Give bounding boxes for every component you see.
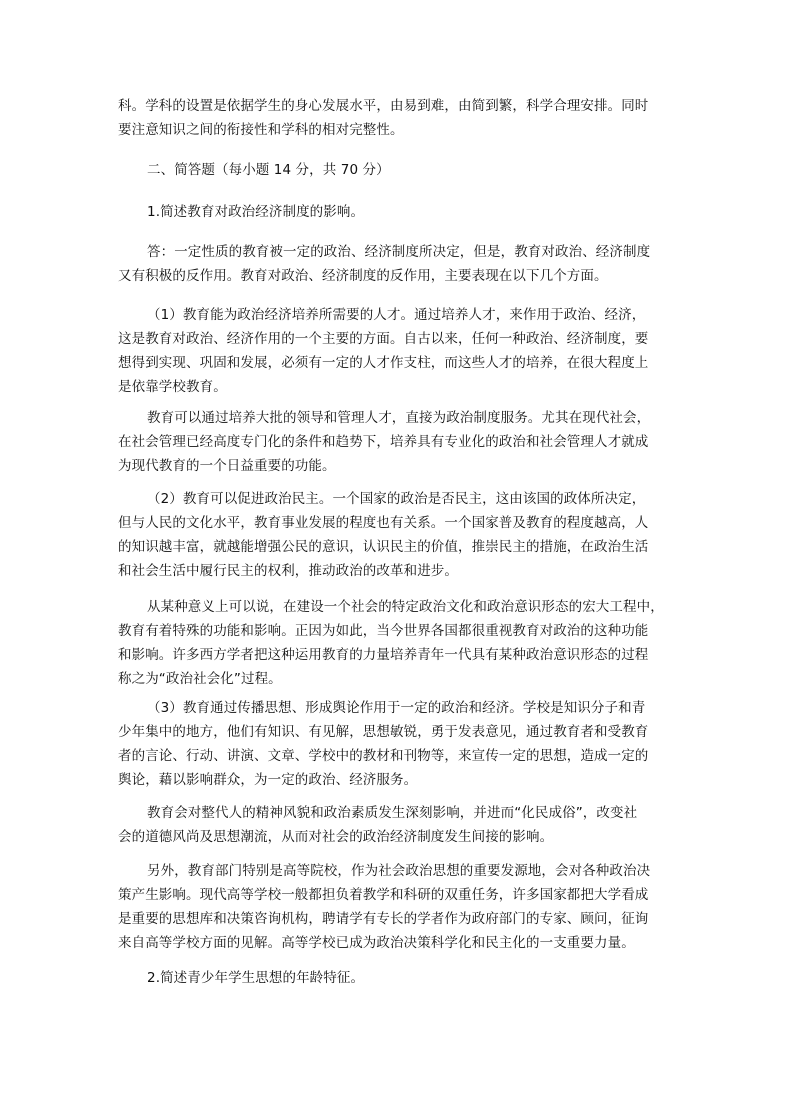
- text-line: 答：一定性质的教育被一定的政治、经济制度所决定，但是，教育对政治、经济制度: [147, 244, 651, 260]
- text-line: 少年集中的地方，他们有知识、有见解，思想敏锐，勇于发表意见，通过教育者和受教育: [118, 724, 649, 740]
- text-line: （1）教育能为政治经济培养所需要的人才。通过培养人才，来作用于政治、经济，: [147, 307, 646, 323]
- text-line: 是重要的思想库和决策咨询机构，聘请学有专长的学者作为政府部门的专家、顾问，征询: [118, 911, 649, 927]
- text-line: 在社会管理已经高度专门化的条件和趋势下，培养具有专业化的政治和社会管理人才就成: [118, 434, 649, 450]
- text-line: 想得到实现、巩固和发展，必须有一定的人才作支柱，而这些人才的培养，在很大程度上: [118, 355, 649, 371]
- point-1-supplement-paragraph: [118, 406, 678, 478]
- text-line: 这是教育对政治、经济作用的一个主要的方面。自古以来，任何一种政治、经济制度，要: [118, 331, 649, 347]
- point-2-supplement-paragraph: [118, 595, 678, 691]
- text-line: 是依靠学校教育。: [118, 379, 227, 395]
- text-line: 会的道德风尚及思想潮流，从而对社会的政治经济制度发生间接的影响。: [118, 829, 554, 845]
- text-line: 科。学科的设置是依据学生的身心发展水平，由易到难，由简到繁，科学合理安排。同时: [118, 98, 649, 114]
- section-heading: [118, 158, 678, 182]
- text-line: 教育会对整代人的精神风貌和政治素质发生深刻影响，并进而“化民成俗”，改变社: [147, 805, 638, 821]
- point-2-paragraph: [118, 487, 678, 583]
- text-line: （2）教育可以促进政治民主。一个国家的政治是否民主，这由该国的政体所决定，: [147, 491, 646, 507]
- point-3-supplement-paragraph: [118, 801, 678, 849]
- text-line: 来自高等学校方面的见解。高等学校已成为政治决策科学化和民主化的一支重要力量。: [118, 935, 635, 951]
- text-line: 2.简述青少年学生思想的年龄特征。: [147, 970, 365, 986]
- text-line: 称之为“政治社会化”过程。: [118, 671, 282, 687]
- higher-education-paragraph: [118, 859, 678, 955]
- text-line: 策产生影响。现代高等学校一般都担负着教学和科研的双重任务，许多国家都把大学看成: [118, 887, 649, 903]
- question-2-title: [118, 966, 678, 990]
- text-line: 二、简答题（每小题 14 分，共 70 分）: [147, 162, 390, 178]
- text-line: 为现代教育的一个日益重要的功能。: [118, 458, 336, 474]
- text-line: 从某种意义上可以说，在建设一个社会的特定政治文化和政治意识形态的宏大工程中，: [147, 599, 664, 615]
- text-line: 和社会生活中履行民主的权利，推动政治的改革和进步。: [118, 563, 458, 579]
- text-line: 1.简述教育对政治经济制度的影响。: [147, 204, 365, 220]
- text-line: 舆论，藉以影响群众，为一定的政治、经济服务。: [118, 772, 418, 788]
- answer-intro-paragraph: [118, 240, 678, 288]
- text-line: 者的言论、行动、讲演、文章、学校中的教材和刊物等，来宣传一定的思想，造成一定的: [118, 748, 649, 764]
- question-1-title: [118, 200, 678, 224]
- text-line: 教育可以通过培养大批的领导和管理人才，直接为政治制度服务。尤其在现代社会，: [147, 410, 651, 426]
- text-line: 另外，教育部门特别是高等院校，作为社会政治思想的重要发源地，会对各种政治决: [147, 863, 651, 879]
- text-line: 教育有着特殊的功能和影响。正因为如此，当今世界各国都很重视教育对政治的这种功能: [118, 623, 649, 639]
- continuation-paragraph: [118, 94, 678, 142]
- text-line: 但与人民的文化水平，教育事业发展的程度也有关系。一个国家普及教育的程度越高，人: [118, 515, 649, 531]
- text-line: 和影响。许多西方学者把这种运用教育的力量培养青年一代具有某种政治意识形态的过程: [118, 647, 649, 663]
- text-line: 要注意知识之间的衔接性和学科的相对完整性。: [118, 122, 404, 138]
- text-line: 又有积极的反作用。教育对政治、经济制度的反作用，主要表现在以下几个方面。: [118, 268, 608, 284]
- point-1-paragraph: [118, 303, 678, 399]
- point-3-paragraph: [118, 696, 678, 792]
- text-line: 的知识越丰富，就越能增强公民的意识，认识民主的价值，推崇民主的措施，在政治生活: [118, 539, 649, 555]
- text-line: （3）教育通过传播思想、形成舆论作用于一定的政治和经济。学校是知识分子和青: [147, 700, 646, 716]
